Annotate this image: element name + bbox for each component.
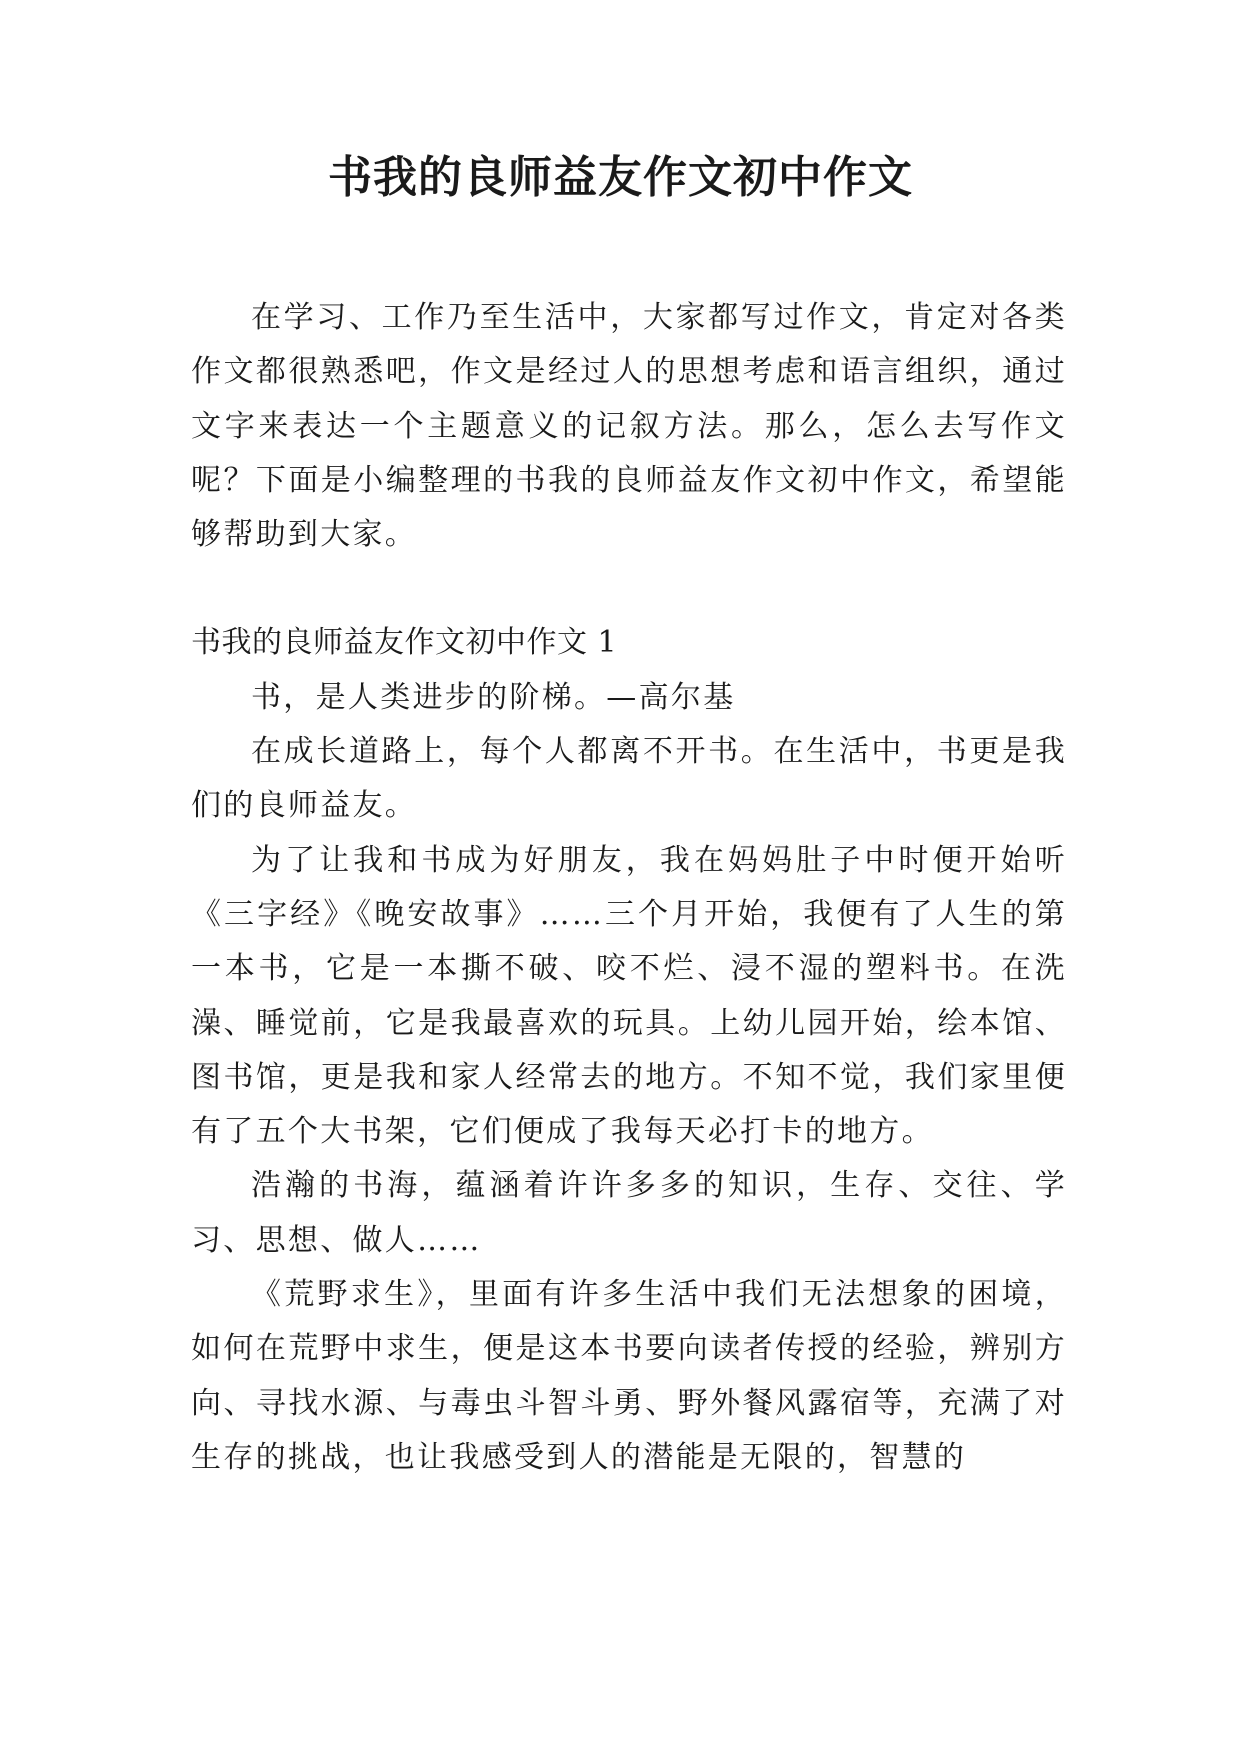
body-paragraph-childhood: 为了让我和书成为好朋友，我在妈妈肚子中时便开始听《三字经》《晚安故事》……三个月开始，我便有了人生的第一本书，它是一本撕不破、咬不烂、浸不湿的塑料书。在洗澡、睡觉前，它是我最喜欢的玩具。上幼儿园开始，绘本馆、图书馆，更是我和家人经常去的地方。不知不觉，我们家里便有了五个大书架，它们便成了我每天必打卡的地方。: [191, 842, 1067, 1150]
body-paragraph-growth: 在成长道路上，每个人都离不开书。在生活中，书更是我们的良师益友。: [191, 734, 1067, 824]
section-heading: 书我的良师益友作文初中作文 1: [191, 625, 618, 661]
body-paragraph-quote: 书，是人类进步的阶梯。—高尔基: [251, 679, 736, 715]
body-paragraph-book-sea: 浩瀚的书海，蕴涵着许许多多的知识，生存、交往、学习、思想、做人……: [191, 1168, 1067, 1258]
body-paragraph-wild-survival: 《荒野求生》，里面有许多生活中我们无法想象的困境，如何在荒野中求生，便是这本书要向读者传授的经验，辨别方向、寻找水源、与毒虫斗智斗勇、野外餐风露宿等，充满了对生存的挑战，也让我感受到人的潜能是无限的，智慧的: [191, 1277, 1067, 1475]
document-title: 书我的良师益友作文初中作文: [328, 152, 913, 203]
document-body: [191, 291, 1067, 1485]
intro-paragraph: 在学习、工作乃至生活中，大家都写过作文，肯定对各类作文都很熟悉吧，作文是经过人的思想考虑和语言组织，通过文字来表达一个主题意义的记叙方法。那么，怎么去写作文呢？下面是小编整理的书我的良师益友作文初中作文，希望能够帮助到大家。: [191, 300, 1067, 553]
